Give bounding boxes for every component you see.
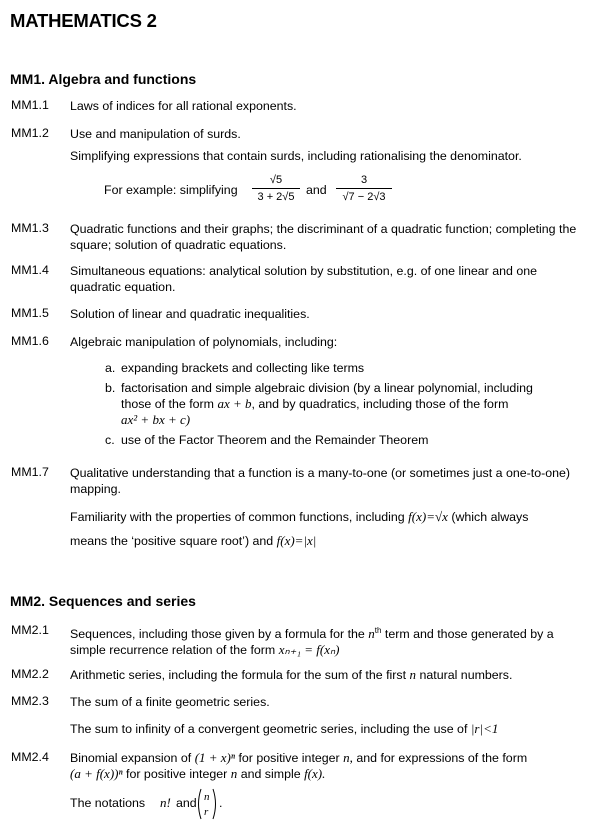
fraction-1-numerator: √5 [252, 172, 300, 189]
item-text: Qualitative understanding that a function is a many-to-one (or sometimes just a one-to-one) mapping. [70, 466, 571, 496]
binomial-coefficient [196, 788, 218, 820]
item-text: Laws of indices for all rational exponents. [70, 99, 297, 113]
item-code: MM2.2 [11, 667, 49, 681]
item-text [70, 750, 590, 782]
item-mm1-2-sub: Simplifying expressions that contain surds, including rationalising the denominator. [70, 149, 522, 163]
text: Sequences, including those given by a formula for the [70, 627, 365, 642]
list-text-continued [105, 396, 575, 412]
math-expression: f(x). [304, 766, 326, 781]
item-text: The sum of a finite geometric series. [70, 695, 270, 709]
fraction-2 [336, 172, 392, 205]
binomial-top: n [204, 791, 210, 803]
item-text: Solution of linear and quadratic inequalities. [70, 307, 310, 321]
list-text: expanding brackets and collecting like terms [121, 361, 365, 375]
item-text: Use and manipulation of surds. [70, 127, 241, 141]
list-item-a [105, 360, 575, 376]
math-n: n, [343, 750, 353, 765]
list-text: , and by quadratics, including those of the form [251, 397, 509, 411]
item-code: MM1.3 [11, 221, 49, 235]
familiarity-line-2 [70, 533, 590, 549]
text: and [176, 796, 197, 810]
math-expression: ax + b [217, 396, 252, 411]
fraction-2-denominator: √7 − 2√3 [342, 191, 386, 203]
surd-example [104, 170, 504, 210]
list-label: c. [105, 433, 115, 447]
math-expression: ax² + bx + c) [121, 412, 191, 427]
item-text: Simultaneous equations: analytical solution by substitution, e.g. of one linear and one quadratic equation. [70, 264, 538, 294]
item-text [70, 623, 590, 658]
polynomial-list [105, 360, 575, 448]
item-text [70, 667, 590, 683]
math-expression: (1 + x)ⁿ [194, 750, 235, 765]
notation-line [70, 788, 590, 822]
fraction-1-denominator: 3 + 2√5 [257, 191, 295, 203]
text: Familiarity with the properties of common functions, including [70, 510, 405, 524]
item-code: MM2.1 [11, 623, 49, 637]
item-code: MM2.4 [11, 750, 49, 764]
list-text: those of the form [121, 397, 214, 411]
item-text: Quadratic functions and their graphs; the discriminant of a quadratic function; completing the square; solution of quadratic equations. [70, 222, 577, 252]
item-code: MM1.7 [11, 465, 49, 479]
text: natural numbers. [419, 668, 513, 682]
item-mm2-3-sub [70, 721, 590, 737]
text: Binomial expansion of [70, 751, 192, 765]
text: for positive integer [238, 751, 340, 765]
item-code: MM1.6 [11, 334, 49, 348]
list-text: factorisation and simple algebraic division (by a linear polynomial, including [121, 381, 533, 395]
text: The sum to infinity of a convergent geometric series, including the use of [70, 722, 468, 736]
familiarity-line-1 [70, 509, 590, 525]
section-heading-mm2: MM2. Sequences and series [10, 593, 196, 609]
item-code: MM1.2 [11, 126, 49, 140]
item-code: MM1.5 [11, 306, 49, 320]
text: simple recurrence relation of the form [70, 643, 276, 658]
item-text: Algebraic manipulation of polynomials, including: [70, 335, 338, 349]
example-and: and [306, 183, 327, 197]
fraction-1 [252, 172, 300, 205]
list-label: a. [105, 361, 116, 375]
text: The notations [70, 796, 146, 810]
binomial-bottom: r [204, 806, 209, 818]
math-expression: (a + f(x))ⁿ [70, 766, 123, 781]
superscript-th: th [374, 626, 382, 635]
fraction-2-numerator: 3 [336, 172, 392, 189]
math-recurrence: xₙ₊₁ = f(xₙ) [278, 642, 340, 658]
text: Arithmetic series, including the formula for the sum of the first [70, 668, 407, 682]
list-item-c [105, 432, 575, 448]
example-lead: For example: simplifying [104, 183, 238, 197]
math-abs-function: f(x)=|x| [276, 533, 317, 548]
text: term and those generated by a [384, 627, 554, 642]
section-heading-mm1: MM1. Algebra and functions [10, 71, 197, 87]
list-text: use of the Factor Theorem and the Remainder Theorem [121, 433, 429, 447]
list-label: b. [105, 381, 116, 395]
math-n: n [409, 667, 417, 682]
text: (which always [451, 510, 529, 524]
list-item-b [105, 380, 575, 428]
text: means the ‘positive square root’) and [70, 534, 274, 548]
math-factorial: n! [160, 795, 171, 810]
math-n: n [230, 766, 238, 781]
text: for positive integer [126, 767, 228, 781]
math-abs-r: |r|<1 [470, 721, 499, 736]
item-code: MM1.1 [11, 98, 49, 112]
text: . [219, 796, 223, 810]
page-title: MATHEMATICS 2 [10, 10, 157, 31]
text: and for expressions of the form [356, 751, 528, 765]
math-sqrt-function: f(x)=√x [408, 509, 448, 524]
item-code: MM2.3 [11, 694, 49, 708]
item-code: MM1.4 [11, 263, 49, 277]
math-n: n [368, 626, 375, 642]
text: and simple [240, 767, 301, 781]
